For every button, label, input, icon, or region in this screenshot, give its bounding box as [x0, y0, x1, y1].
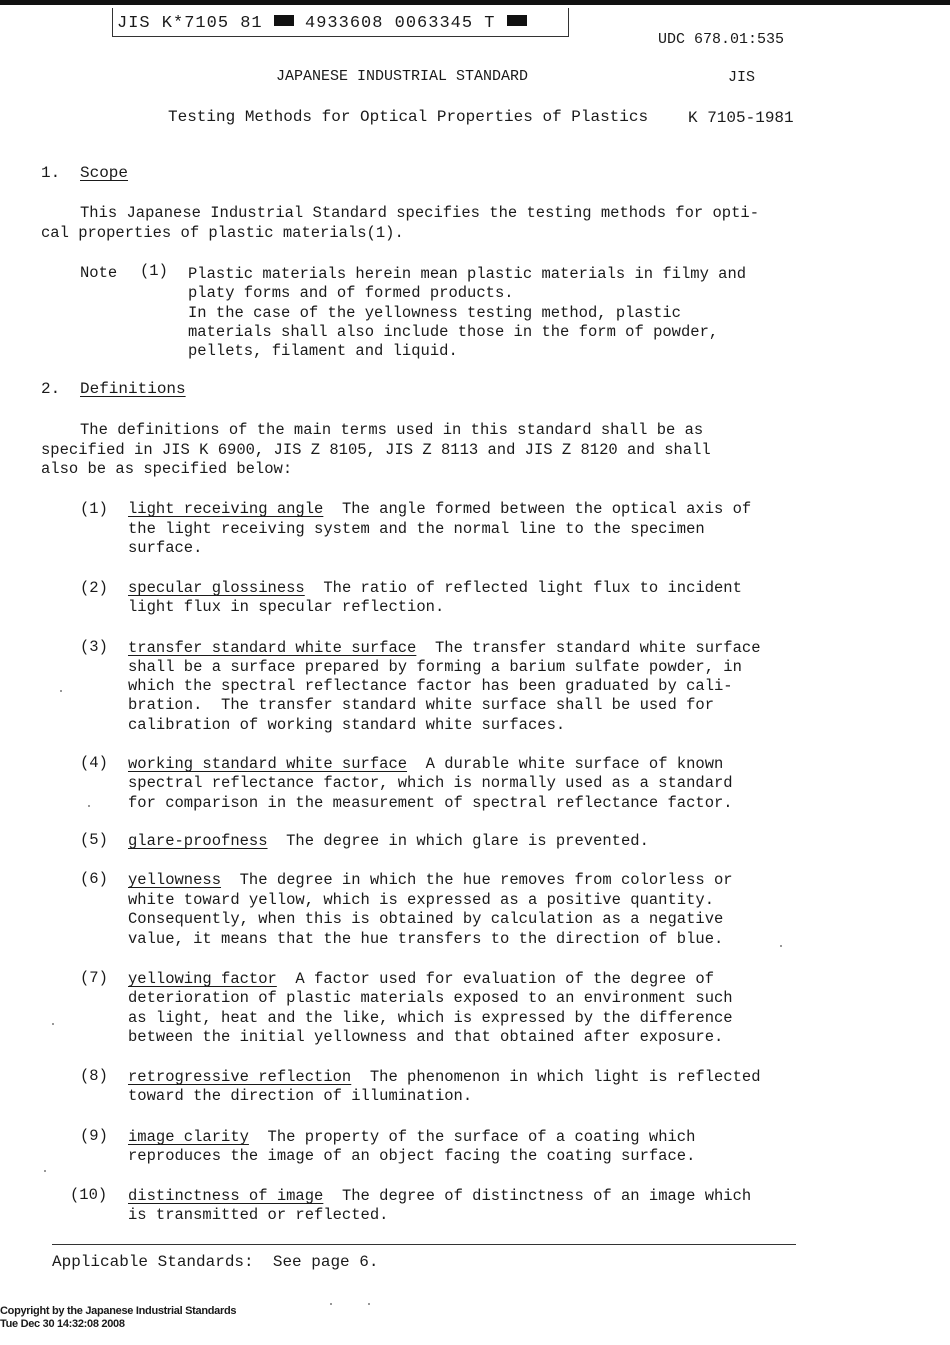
definition-number: (6): [80, 870, 108, 888]
definitions-heading: Definitions: [80, 380, 186, 398]
scan-speck: [368, 1303, 370, 1305]
applicable-standards-label: Applicable Standards:: [52, 1253, 254, 1271]
udc-code: UDC 678.01:535: [658, 31, 785, 48]
definition-text: The ratio of reflected light flux to incident: [304, 579, 742, 597]
definition-number: (8): [80, 1067, 108, 1085]
definition-term: glare-proofness: [128, 832, 268, 850]
applicable-standards-value: See page 6.: [272, 1253, 379, 1271]
copyright-line: Copyright by the Japanese Industrial Standards: [0, 1305, 237, 1317]
definition-term: image clarity: [128, 1128, 249, 1146]
note-line: platy forms and of formed products.: [188, 284, 514, 302]
scope-text-line: cal properties of plastic materials(1).: [41, 224, 404, 242]
definition-text: A durable white surface of known: [407, 755, 724, 773]
scope-text-line: This Japanese Industrial Standard specifies the testing methods for opti-: [80, 204, 760, 222]
definition-text: The angle formed between the optical axis of: [323, 500, 752, 518]
note-reference: (1): [140, 262, 168, 280]
definition-line: surface.: [128, 539, 203, 557]
definition-term: specular glossiness: [128, 579, 305, 597]
scope-section-number: 1.: [41, 164, 61, 182]
note-line: Plastic materials herein mean plastic materials in filmy and: [188, 265, 747, 283]
definition-first-line: [128, 1068, 761, 1088]
definition-number: (1): [80, 500, 108, 518]
applicable-standards: [52, 1253, 378, 1271]
scan-speck: [330, 1303, 332, 1305]
definition-term: retrogressive reflection: [128, 1068, 352, 1086]
copyright-stamp: [0, 1305, 236, 1331]
definition-line: for comparison in the measurement of spectral reflectance factor.: [128, 794, 733, 812]
definition-number: (7): [80, 969, 108, 987]
definition-number: (4): [80, 754, 108, 772]
definitions-intro-line: The definitions of the main terms used in this standard shall be as: [80, 421, 704, 439]
note-label: Note: [80, 264, 118, 282]
scan-speck: [44, 1170, 46, 1172]
definition-line: light flux in specular reflection.: [128, 598, 445, 616]
definition-line: the light receiving system and the normal line to the specimen: [128, 520, 705, 538]
definition-line: value, it means that the hue transfers to the direction of blue.: [128, 930, 724, 948]
definition-text: The degree in which glare is prevented.: [267, 832, 649, 850]
definition-number: (9): [80, 1127, 108, 1145]
definition-text: The degree in which the hue removes from colorless or: [221, 871, 733, 889]
definition-line: as light, heat and the like, which is expressed by the difference: [128, 1009, 733, 1027]
standard-title: JAPANESE INDUSTRIAL STANDARD: [276, 68, 529, 85]
definition-line: bration. The transfer standard white surface shall be used for: [128, 696, 714, 714]
scan-speck: [60, 690, 62, 692]
redaction-block: [507, 15, 527, 26]
definition-line: shall be a surface prepared by forming a barium sulfate powder, in: [128, 658, 742, 676]
scope-heading: Scope: [80, 164, 129, 182]
definition-term: distinctness of image: [128, 1187, 324, 1205]
code-number: 4933608 0063345 T: [293, 14, 507, 33]
footer-divider: [52, 1244, 796, 1245]
document-number: K 7105-1981: [688, 109, 794, 127]
definitions-section-number: 2.: [41, 380, 61, 398]
definition-text: The transfer standard white surface: [416, 639, 761, 657]
timestamp-line: Tue Dec 30 14:32:08 2008: [0, 1318, 125, 1330]
definition-text: The property of the surface of a coating which: [248, 1128, 696, 1146]
definition-line: spectral reflectance factor, which is normally used as a standard: [128, 774, 733, 792]
document-title: Testing Methods for Optical Properties of Plastics: [168, 108, 649, 126]
definition-term: light receiving angle: [128, 500, 324, 518]
definition-line: which the spectral reflectance factor has been graduated by cali-: [128, 677, 733, 695]
definition-text: The degree of distinctness of an image which: [323, 1187, 752, 1205]
definition-first-line: [128, 755, 723, 775]
scan-speck: [88, 805, 90, 807]
definition-first-line: [128, 639, 761, 659]
document-code-line: [117, 14, 527, 33]
definition-number: (3): [80, 638, 108, 656]
scan-top-border: [0, 0, 950, 5]
definition-first-line: [128, 579, 742, 599]
definition-term: transfer standard white surface: [128, 639, 417, 657]
definition-line: between the initial yellowness and that obtained after exposure.: [128, 1028, 724, 1046]
definition-term: yellowing factor: [128, 970, 277, 988]
scan-speck: [780, 945, 782, 947]
definitions-intro-line: specified in JIS K 6900, JIS Z 8105, JIS Z 8113 and JIS Z 8120 and shall: [41, 441, 711, 459]
definition-line: is transmitted or reflected.: [128, 1206, 389, 1224]
definition-line: reproduces the image of an object facing the coating surface.: [128, 1147, 696, 1165]
definition-first-line: [128, 970, 714, 990]
definition-number: (2): [80, 579, 108, 597]
note-line: pellets, filament and liquid.: [188, 342, 458, 360]
definition-line: Consequently, when this is obtained by calculation as a negative: [128, 910, 724, 928]
redaction-block: [274, 15, 294, 26]
definition-line: calibration of working standard white surfaces.: [128, 716, 566, 734]
code-prefix: JIS K*7105 81: [117, 14, 274, 33]
scan-speck: [52, 1023, 54, 1025]
definition-term: working standard white surface: [128, 755, 408, 773]
definition-text: The phenomenon in which light is reflected: [351, 1068, 761, 1086]
definition-number: (5): [80, 831, 108, 849]
definition-first-line: [128, 871, 733, 891]
definition-first-line: [128, 1187, 751, 1207]
note-line: materials shall also include those in the form of powder,: [188, 323, 719, 341]
jis-mark: JIS: [728, 69, 756, 86]
note-line: In the case of the yellowness testing method, plastic: [188, 304, 681, 322]
definition-first-line: [128, 1128, 695, 1148]
definition-line: deterioration of plastic materials exposed to an environment such: [128, 989, 733, 1007]
definition-first-line: [128, 500, 751, 520]
definition-number: (10): [70, 1186, 108, 1204]
definition-text: A factor used for evaluation of the degree of: [276, 970, 714, 988]
definition-line: toward the direction of illumination.: [128, 1087, 473, 1105]
definition-first-line: [128, 832, 649, 852]
definition-term: yellowness: [128, 871, 222, 889]
definition-line: white toward yellow, which is expressed as a positive quantity.: [128, 891, 714, 909]
definitions-intro-line: also be as specified below:: [41, 460, 293, 478]
